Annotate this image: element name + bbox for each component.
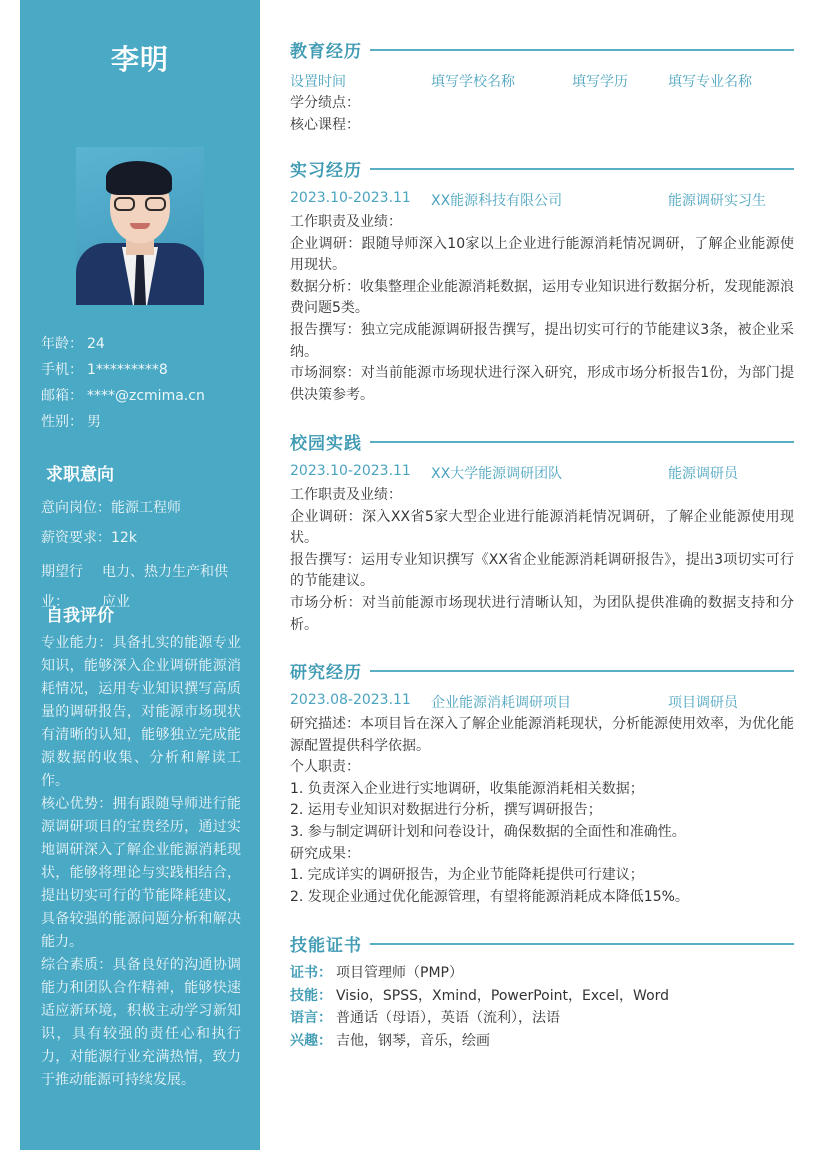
- intent-salary: 薪资要求：12k: [41, 530, 137, 546]
- skills-list: [290, 962, 794, 1052]
- intern-org: XX能源科技有限公司: [431, 193, 563, 209]
- campus-line: 企业调研：深入XX省5家大型企业进行能源消耗情况调研，了解企业能源使用现状。: [290, 508, 794, 547]
- info-value: 男: [87, 414, 101, 430]
- edu-degree: 填写学历: [572, 74, 628, 90]
- research-period: 2023.08-2023.11: [290, 692, 411, 708]
- profile-photo: [76, 147, 204, 305]
- campus-line: 工作职责及业绩：: [290, 487, 402, 503]
- skills-label: 技能：: [290, 987, 332, 1004]
- photo-glasses: [114, 197, 166, 211]
- self-eval-paragraph: 综合素质：具备良好的沟通协调能力和团队合作精神，能够快速适应新环境，积极主动学习新知识，具有较强的责任心和执行力，对能源行业充满热情，致力于推动能源可持续发展。: [41, 957, 241, 1088]
- edu-courses: 核心课程：: [290, 116, 360, 133]
- research-line: 研究描述：本项目旨在深入了解企业能源消耗现状，分析能源使用效率，为优化能源配置提供科学依据。: [290, 716, 794, 754]
- edu-school: 填写学校名称: [431, 74, 515, 90]
- photo-mouth: [130, 223, 150, 229]
- self-eval-paragraph: 专业能力：具备扎实的能源专业知识，能够深入企业调研能源消耗情况，运用专业知识撰写高质量的调研报告，对能源市场现状有清晰的认知，能够独立完成能源数据的收集、分析和解读工作。: [41, 635, 241, 789]
- info-age: [41, 334, 251, 360]
- skills-value: 项目管理师（PMP）: [336, 965, 463, 981]
- intent-heading: 求职意向: [46, 465, 114, 485]
- intern-line: 市场洞察：对当前能源市场现状进行深入研究，形成市场分析报告1份，为部门提供决策参考。: [290, 365, 794, 403]
- edu-time: 设置时间: [290, 74, 346, 90]
- campus-line: 市场分析：对当前能源市场现状进行清晰认知，为团队提供准确的数据支持和分析。: [290, 594, 794, 633]
- section-title: 教育经历: [290, 42, 362, 62]
- section-title: 实习经历: [290, 161, 362, 181]
- candidate-name: 李明: [110, 43, 169, 76]
- section-divider: [370, 670, 794, 672]
- campus-line: 报告撰写：运用专业知识撰写《XX省企业能源消耗调研报告》，提出3项切实可行的节能建议。: [290, 551, 794, 590]
- research-meta: [290, 692, 794, 712]
- intern-role: 能源调研实习生: [668, 193, 766, 209]
- research-line: 1. 完成详实的调研报告，为企业节能降耗提供可行建议；: [290, 867, 644, 884]
- section-skills: [290, 931, 794, 956]
- section-internship: [290, 156, 794, 181]
- edu-gpa: 学分绩点：: [290, 95, 360, 111]
- skills-label: 证书：: [290, 965, 332, 981]
- skills-label: 兴趣：: [290, 1032, 332, 1049]
- self-eval-paragraph: 核心优势：拥有跟随导师进行能源调研项目的宝贵经历，通过实地调研深入了解企业能源消耗现状，能够将理论与实践相结合，提出切实可行的节能降耗建议，具备较强的能源问题分析和解决能力。: [41, 796, 241, 950]
- section-campus: [290, 429, 794, 454]
- section-education: [290, 37, 794, 62]
- section-divider: [370, 49, 794, 51]
- section-divider: [370, 943, 794, 945]
- self-evaluation: [41, 632, 241, 1092]
- section-divider: [370, 441, 794, 443]
- photo-hair: [106, 161, 172, 195]
- intent-position: 意向岗位：能源工程师: [41, 500, 181, 516]
- skills-row-language: [290, 1007, 794, 1030]
- intern-line: 企业调研：跟随导师深入10家以上企业进行能源消耗情况调研，了解企业能源使用现状。: [290, 235, 794, 274]
- campus-role: 能源调研员: [668, 466, 738, 482]
- research-line: 2. 运用专业知识对数据进行分析，撰写调研报告；: [290, 802, 602, 819]
- section-title: 技能证书: [290, 936, 362, 956]
- research-line: 3. 参与制定调研计划和问卷设计，确保数据的全面性和准确性。: [290, 823, 686, 840]
- internship-body: [290, 212, 794, 406]
- research-body: [290, 714, 794, 908]
- research-project: 企业能源消耗调研项目: [431, 695, 571, 711]
- info-label: 手机：: [41, 362, 83, 378]
- skills-label: 语言：: [290, 1010, 332, 1026]
- campus-meta: [290, 463, 794, 483]
- section-title: 校园实践: [290, 434, 362, 454]
- skills-row-certificate: [290, 962, 794, 985]
- skills-value: Visio，SPSS，Xmind，PowerPoint，Excel，Word: [336, 987, 670, 1004]
- research-line: 个人职责：: [290, 759, 360, 776]
- basic-info: [41, 334, 251, 438]
- job-intent: [41, 497, 241, 617]
- info-gender: [41, 412, 251, 438]
- sidebar: [20, 0, 260, 1150]
- intern-line: 数据分析：收集整理企业能源消耗数据，运用专业知识进行数据分析，发现能源浪费问题5类。: [290, 278, 794, 317]
- industry-label: 期望行业：: [41, 564, 83, 610]
- skills-row-interests: [290, 1030, 794, 1053]
- self-eval-heading: 自我评价: [46, 606, 114, 626]
- research-line: 1. 负责深入企业进行实地调研，收集能源消耗相关数据；: [290, 780, 644, 797]
- info-label: 邮箱：: [41, 388, 83, 404]
- info-label: 性别：: [41, 414, 83, 430]
- section-research: [290, 658, 794, 683]
- campus-body: [290, 485, 794, 636]
- industry-value: 电力、热力生产和供应业: [102, 564, 228, 610]
- intern-line: 工作职责及业绩：: [290, 214, 402, 230]
- skills-value: 吉他，钢琴，音乐，绘画: [336, 1032, 490, 1049]
- info-value: 1*********8: [87, 362, 168, 378]
- research-line: 2. 发现企业通过优化能源管理，有望将能源消耗成本降低15%。: [290, 888, 689, 905]
- info-label: 年龄：: [41, 336, 83, 352]
- info-email: [41, 386, 251, 412]
- info-phone: [41, 360, 251, 386]
- intern-line: 报告撰写：独立完成能源调研报告撰写，提出切实可行的节能建议3条，被企业采纳。: [290, 321, 794, 360]
- section-title: 研究经历: [290, 663, 362, 683]
- info-value: ****@zcmima.cn: [87, 388, 205, 404]
- education-body: [290, 93, 794, 136]
- education-meta: [290, 71, 794, 91]
- skills-value: 普通话（母语），英语（流利），法语: [336, 1010, 560, 1026]
- section-divider: [370, 168, 794, 170]
- campus-period: 2023.10-2023.11: [290, 463, 411, 479]
- research-role: 项目调研员: [668, 695, 738, 711]
- edu-major: 填写专业名称: [668, 74, 752, 90]
- intern-period: 2023.10-2023.11: [290, 190, 411, 206]
- info-value: 24: [87, 336, 105, 352]
- internship-meta: [290, 190, 794, 210]
- research-line: 研究成果：: [290, 845, 360, 862]
- campus-org: XX大学能源调研团队: [431, 466, 563, 482]
- skills-row-skills: [290, 985, 794, 1008]
